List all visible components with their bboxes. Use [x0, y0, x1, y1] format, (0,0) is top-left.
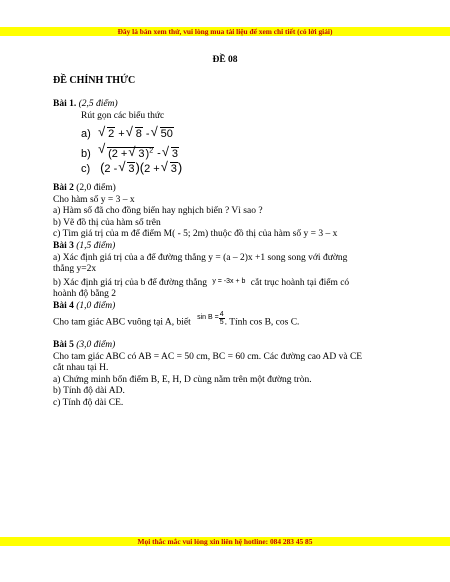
bai3-line-b-post: cắt trục hoành tại điểm có [250, 277, 350, 288]
bai1-item-b: b) √ (2 + √ 3)$^2$ - √ 3 [81, 143, 179, 162]
bai2-heading: Bài 2 [53, 183, 74, 193]
bai2-line: c) Tìm giá trị của m để điểm M( - 5; 2m) thuộc đồ thị của hàm số y = 3 – x [53, 229, 338, 240]
bai4-sin-label: sin B = [197, 313, 219, 321]
bai2-points: (2,0 điểm) [76, 183, 116, 193]
bai2-line: a) Hàm số đã cho đồng biến hay nghịch biến ? Vì sao ? [53, 206, 263, 217]
bai2-line: Cho hàm số y = 3 – x [53, 194, 135, 205]
bai1-points: (2,5 điểm) [78, 99, 118, 109]
official-label: ĐỀ CHÍNH THỨC [53, 75, 136, 86]
bai3-line-b-eq: y = -3x + b [212, 277, 246, 285]
bai4-points: (1,0 điểm) [76, 300, 116, 311]
bai1-heading: Bài 1. [53, 99, 77, 109]
bai2-section [53, 183, 337, 241]
bai4-heading: Bài 4 [53, 300, 74, 311]
bai3-line-a2: thẳng y=2x [53, 264, 97, 275]
bai4-section [53, 311, 300, 330]
exam-title: ĐỀ 08 [212, 55, 238, 65]
bai4-text-post: . Tính cos B, cos C. [224, 317, 300, 328]
bai1-item-c: c) (2 - √ 3)(2 + √ 3) [81, 160, 182, 177]
bai1-header [53, 99, 118, 111]
bai3-line-a1: a) Xác định giá trị của a để đường thẳng y = (a – 2)x +1 song song với đường [53, 252, 348, 263]
bai4-fraction: $\frac{4}{5}$ [219, 311, 224, 326]
bai5-points: (3,0 điểm) [76, 340, 116, 350]
footer-notice: Mọi thắc mắc vui lòng xin liên hệ hotline: 084 283 45 85 [0, 537, 450, 546]
bai3-points: (1,5 điểm) [76, 241, 116, 251]
bai1-instruction: Rút gọn các biểu thức [81, 111, 165, 121]
bai5-line: a) Chứng minh bốn điểm B, E, H, D cùng nằm trên một đường tròn. [53, 374, 312, 385]
bai5-line: Cho tam giác ABC có AB = AC = 50 cm, BC = 60 cm. Các đường cao AD và CE [53, 351, 363, 362]
bai3-section [53, 241, 349, 313]
bai3-line-b-pre: b) Xác định giá trị của b để đường thẳng [53, 277, 207, 288]
bai1-item-a: a) √ 2 + √ 8 - √ 50 [81, 126, 174, 142]
bai5-line: cắt nhau tại H. [53, 363, 109, 374]
bai5-line: c) Tính độ dài CE. [53, 397, 124, 408]
bai4-text-pre: Cho tam giác ABC vuông tại A, biết [53, 317, 191, 328]
bai3-heading: Bài 3 [53, 241, 74, 251]
bai2-line: b) Vẽ đồ thị của hàm số trên [53, 217, 161, 228]
bai5-section [53, 340, 362, 410]
bai3-line-b2: hoành độ bằng 2 [53, 289, 117, 300]
bai5-heading: Bài 5 [53, 340, 74, 350]
header-notice: Đây là bản xem thử, vui lòng mua tài liệu để xem chi tiết (có lời giải) [0, 27, 450, 36]
bai5-line: b) Tính độ dài AD. [53, 386, 125, 397]
